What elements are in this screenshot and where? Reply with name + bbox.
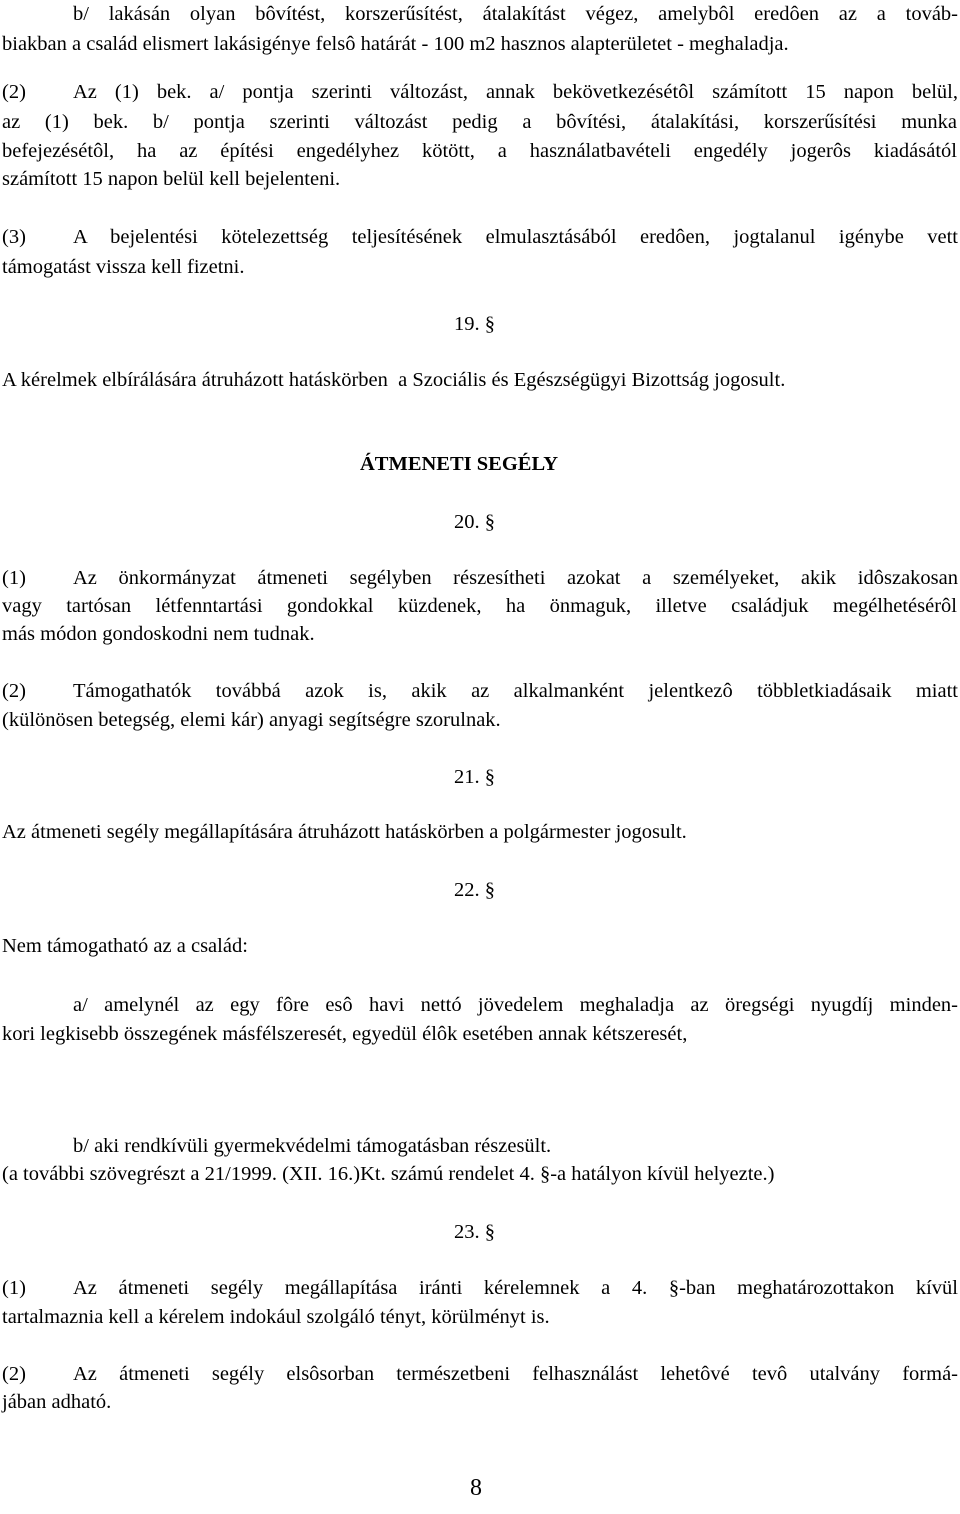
section-heading: ÁTMENETI SEGÉLY <box>360 453 559 475</box>
text-line: befejezésétôl, ha az építési engedélyhez kötött, a használatbavételi engedély jogerôs kiadásától <box>2 140 957 162</box>
text-line: tartalmaznia kell a kérelem indokául szolgáló tényt, körülményt is. <box>2 1306 550 1328</box>
text-line: A bejelentési kötelezettség teljesítésének elmulasztásából eredôen, jogtalanul igénybe vett <box>73 226 958 248</box>
text-line: Az átmeneti segély megállapítására átruházott hatáskörben a polgármester jogosult. <box>2 821 687 843</box>
text-line: Az átmeneti segély elsôsorban természetbeni felhasználást lehetôvé tevô utalvány formá- <box>73 1363 958 1385</box>
paragraph-number: (1) <box>2 1277 26 1299</box>
paragraph-number: (2) <box>2 680 26 702</box>
page-number: 8 <box>470 1475 482 1501</box>
paragraph-number: (2) <box>2 1363 26 1385</box>
text-line: Az átmeneti segély megállapítása iránti kérelemnek a 4. §-ban meghatározottakon kívül <box>73 1277 958 1299</box>
text-line: jában adható. <box>2 1391 112 1413</box>
paragraph-number: (2) <box>2 81 26 103</box>
text-line: A kérelmek elbírálására átruházott hatáskörben a Szociális és Egészségügyi Bizottság jogosult. <box>2 369 786 391</box>
section-number: 22. § <box>454 879 495 901</box>
text-line: Támogathatók továbbá azok is, akik az alkalmanként jelentkezô többletkiadásaik miatt <box>73 680 958 702</box>
text-line: kori legkisebb összegének másfélszeresét, egyedül élôk esetében annak kétszeresét, <box>2 1023 688 1045</box>
section-number: 21. § <box>454 766 495 788</box>
paragraph-number: (1) <box>2 567 26 589</box>
text-line: számított 15 napon belül kell bejelenteni. <box>2 168 341 190</box>
section-number: 19. § <box>454 313 495 335</box>
section-number: 23. § <box>454 1221 495 1243</box>
text-line: az (1) bek. b/ pontja szerinti változást pedig a bôvítési, átalakítási, korszerűsítési munka <box>2 111 957 133</box>
text-line: Az önkormányzat átmeneti segélyben részesítheti azokat a személyeket, akik idôszakosan <box>73 567 958 589</box>
text-line: támogatást vissza kell fizetni. <box>2 256 245 278</box>
text-line: a/ amelynél az egy fôre esô havi nettó jövedelem meghaladja az öregségi nyugdíj minden- <box>73 994 958 1016</box>
section-number: 20. § <box>454 511 495 533</box>
text-line: b/ lakásán olyan bôvítést, korszerűsítést, átalakítást végez, amelybôl eredôen az a továb- <box>73 3 958 25</box>
text-line: Az (1) bek. a/ pontja szerinti változást, annak bekövetkezésétôl számított 15 napon belül, <box>73 81 958 103</box>
text-line: biakban a család elismert lakásigénye felsô határát - 100 m2 hasznos alapterületet - meghaladja. <box>2 33 789 55</box>
text-line: (különösen betegség, elemi kár) anyagi segítségre szorulnak. <box>2 709 501 731</box>
text-line: vagy tartósan létfenntartási gondokkal küzdenek, ha önmaguk, illetve családjuk megélhetésérôl <box>2 595 957 617</box>
text-line: (a további szövegrészt a 21/1999. (XII. 16.)Kt. számú rendelet 4. §-a hatályon kívül helyezte.) <box>2 1163 775 1185</box>
text-line: más módon gondoskodni nem tudnak. <box>2 623 315 645</box>
text-line: Nem támogatható az a család: <box>2 935 248 957</box>
paragraph-number: (3) <box>2 226 26 248</box>
text-line: b/ aki rendkívüli gyermekvédelmi támogatásban részesült. <box>73 1135 552 1157</box>
